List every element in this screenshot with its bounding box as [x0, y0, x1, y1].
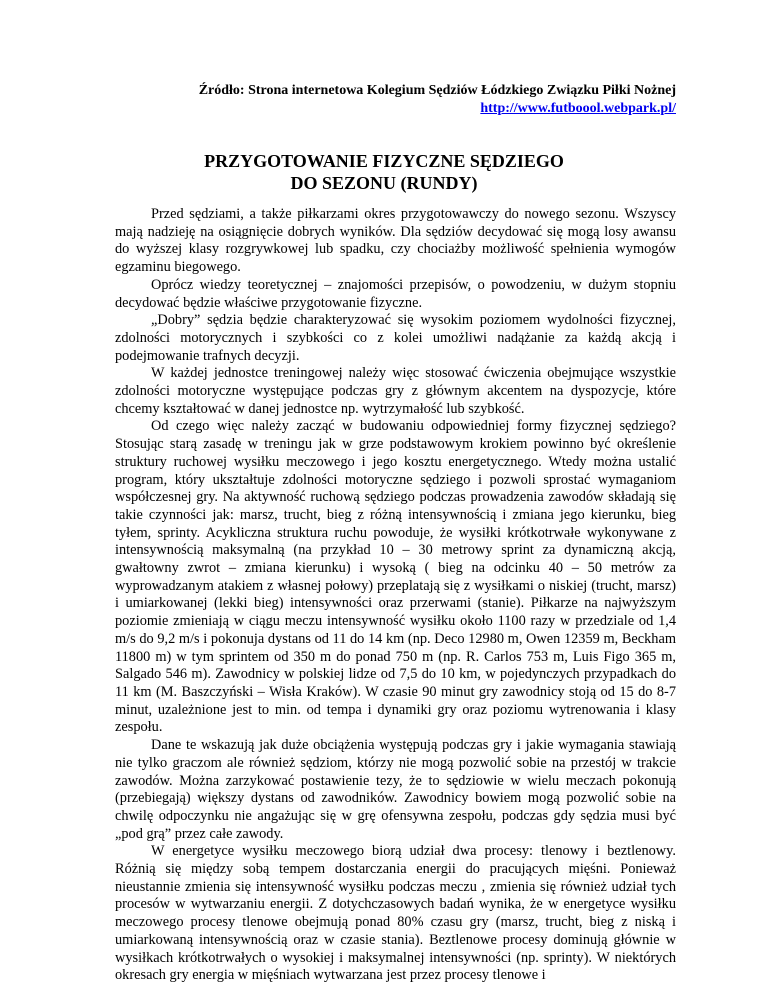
- paragraph: Dane te wskazują jak duże obciążenia występują podczas gry i jakie wymagania stawiają nie tylko graczom ale również sędziom, którzy nie mogą pozwolić sobie na przestój w trakcie zawodów. Można zarzykować postawienie tezy, że to sędziowie w wielu meczach pokonują (przebiegają) większy dystans od zawodników. Zawodnicy bowiem mogą pozwolić sobie na chwilę odpoczynku nie angażując się w grę ofensywna zespołu, podczas gdy sędzia musi być „pod grą” przez całe zawody.: [115, 737, 676, 842]
- title-line-1: PRZYGOTOWANIE FIZYCZNE SĘDZIEGO: [204, 151, 564, 171]
- paragraph: Od czego więc należy zacząć w budowaniu odpowiedniej formy fizycznej sędziego? Stosując starą zasadę w treningu jak w grze podstawowym krokiem powinno być określenie struktury ruchowej wysiłku meczowego i jego kosztu energetycznego. Wtedy można ustalić program, który ukształtuje zdolności motoryczne sędziego i pozwoli sprostać wymaganiom współczesnej gry. Na aktywność ruchową sędziego podczas prowadzenia zawodów składają się takie czynności jak: marsz, trucht, bieg z różną intensywnością i zmiana jego kierunku, bieg tyłem, sprinty. Acykliczna struktura ruchu powoduje, że wysiłki krótkotrwałe wykonywane z intensywnością maksymalną (na przykład 10 – 30 metrowy sprint za dynamiczną akcją, gwałtowny zwrot – zmiana kierunku) i wysoką ( bieg na odcinku 40 – 50 metrów za wyprowadzanym atakiem z własnej połowy) przeplatają się z wysiłkami o niskiej (trucht, marsz) i umiarkowanej (lekki bieg) intensywności oraz przerwami (stanie). Piłkarze na najwyższym poziomie zmieniają w ciągu meczu intensywność wysiłku około 1100 razy w przedziale od 1,4 m/s do 9,2 m/s i pokonuja dystans od 11 do 14 km (np. Deco 12980 m, Owen 12359 m, Beckham 11800 m) w tym sprintem od 350 m do ponad 750 m (np. R. Carlos 753 m, Luis Figo 365 m, Salgado 546 m). Zawodnicy w polskiej lidze od 7,5 do 10 km, w pojedynczych przypadkach do 11 km (M. Baszczyński – Wisła Kraków). W czasie 90 minut gry zawodnicy stoją od 15 do 8-7 minut, uzależnione jest to min. od tempa i dynamiki gry oraz poziomu wytrenowania i klasy zespołu.: [115, 418, 676, 736]
- paragraph: Oprócz wiedzy teoretycznej – znajomości przepisów, o powodzeniu, w dużym stopniu decydować będzie właściwe przygotowanie fizyczne.: [115, 276, 676, 311]
- document-body: [115, 206, 676, 985]
- title-line-2: DO SEZONU (RUNDY): [290, 173, 478, 193]
- paragraph: W energetyce wysiłku meczowego biorą udział dwa procesy: tlenowy i beztlenowy. Różnią się między sobą tempem dostarczania energii do pracujących mięśni. Ponieważ nieustannie zmienia się intensywność wysiłku podczas meczu , zmienia się również udział tych procesów w wytwarzaniu energii. Z dotychczasowych badań wynika, że w energetyce wysiłku meczowego procesy tlenowe obejmują ponad 80% czasu gry (marsz, trucht, bieg z niską i umiarkowaną intensywnością oraz w czasie stania). Beztlenowe procesy dominują głównie w wysiłkach krótkotrwałych o wysokiej i maksymalnej intensywności (np. sprinty). W niektórych okresach gry energia w mięśniach wytwarzana jest przez procesy tlenowe i: [115, 843, 676, 984]
- document-title: [0, 150, 768, 194]
- source-header: [199, 82, 676, 118]
- source-link[interactable]: http://www.futboool.webpark.pl/: [480, 101, 676, 116]
- paragraph: W każdej jednostce treningowej należy więc stosować ćwiczenia obejmujące wszystkie zdolności motoryczne występujące podczas gry z głównym akcentem na dyspozycje, które chcemy kształtować w danej jednostce np. wytrzymałość lub szybkość.: [115, 365, 676, 417]
- paragraph: „Dobry” sędzia będzie charakteryzować się wysokim poziomem wydolności fizycznej, zdolności motorycznych i szybkości co z kolei umożliwi nadążanie za każdą akcją i podejmowanie trafnych decyzji.: [115, 312, 676, 364]
- source-text: Źródło: Strona internetowa Kolegium Sędziów Łódzkiego Związku Piłki Nożnej: [198, 83, 676, 98]
- paragraph: Przed sędziami, a także piłkarzami okres przygotowawczy do nowego sezonu. Wszyscy mają nadzieję na osiągnięcie dobrych wyników. Dla sędziów decydować się mogą losy awansu do wyższej klasy rozgrywkowej lub spadku, czy chociażby możliwość spełnienia wymogów egzaminu biegowego.: [115, 206, 676, 276]
